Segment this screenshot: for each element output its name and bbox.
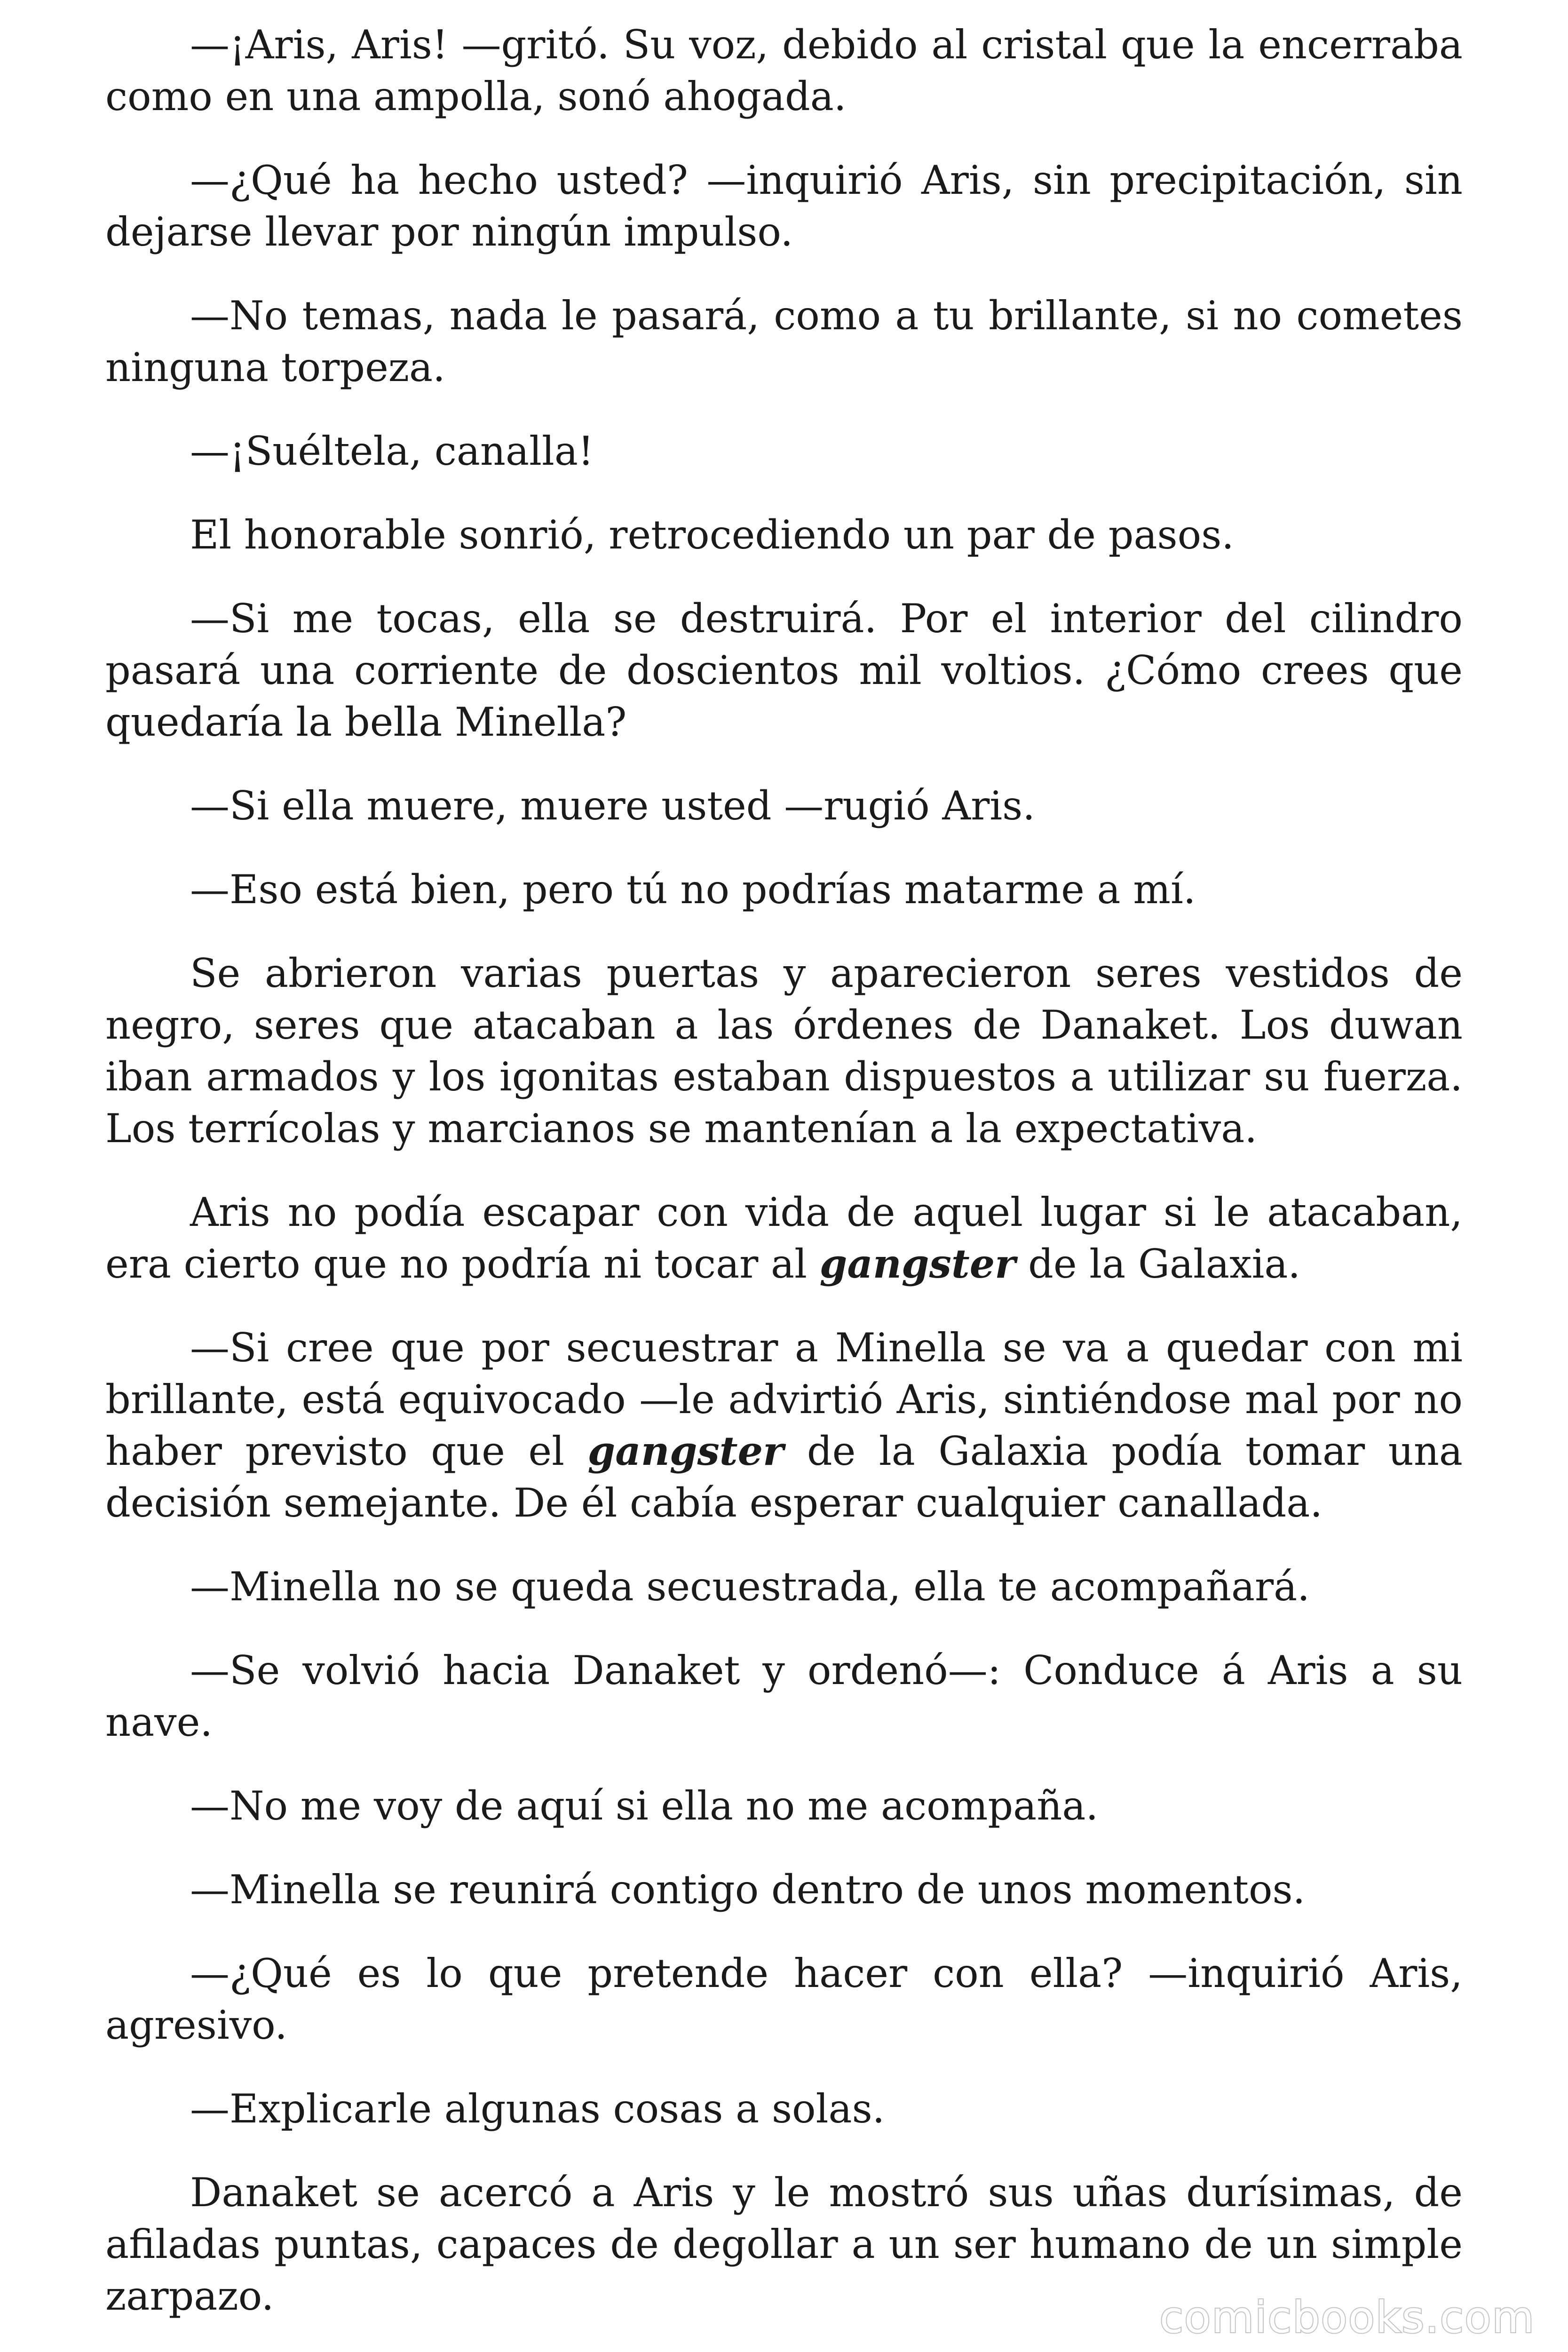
paragraph: —Si me tocas, ella se destruirá. Por el interior del cilindro pasará una corriente de doscientos mil voltios. ¿Cómo crees que quedaría la bella Minella? bbox=[105, 596, 1463, 745]
paragraph: —No temas, nada le pasará, como a tu brillante, si no cometes ninguna torpeza. bbox=[105, 293, 1463, 390]
document-body bbox=[105, 19, 1463, 2352]
emphasis-term: gangster bbox=[587, 1428, 784, 1474]
watermark: comicbooks.com bbox=[1159, 2292, 1535, 2343]
paragraph: —¿Qué ha hecho usted? —inquirió Aris, sin precipitación, sin dejarse llevar por ningún impulso. bbox=[105, 157, 1463, 255]
paragraph: —Minella se reunirá contigo dentro de unos momentos. bbox=[190, 1867, 1306, 1913]
paragraph: —Si ella muere, muere usted —rugió Aris. bbox=[190, 783, 1035, 829]
paragraph: Danaket se acercó a Aris y le mostró sus uñas durísimas, de afiladas puntas, capaces de degollar a un ser humano de un simple zarpazo. bbox=[105, 2169, 1463, 2319]
paragraph: —Minella no se queda secuestrada, ella te acompañará. bbox=[190, 1564, 1310, 1610]
paragraph: El honorable sonrió, retrocediendo un par de pasos. bbox=[190, 512, 1235, 558]
paragraph: Se abrieron varias puertas y aparecieron seres vestidos de negro, seres que atacaban a las órdenes de Danaket. Los duwan iban armados y los igonitas estaban dispuestos a utilizar su fuerza. Los terrícolas y marcianos se mantenían a la expectativa. bbox=[105, 950, 1463, 1152]
paragraph: —Explicarle algunas cosas a solas. bbox=[190, 2086, 885, 2132]
paragraph: Aris no podía escapar con vida de aquel lugar si le atacaban, era cierto que no podría ni tocar al gangster de la Galaxia. bbox=[105, 1189, 1463, 1287]
paragraph: —Se volvió hacia Danaket y ordenó—: Conduce á Aris a su nave. bbox=[105, 1647, 1463, 1745]
emphasis-term: gangster bbox=[819, 1240, 1016, 1287]
paragraph: —¡Suéltela, canalla! bbox=[190, 428, 594, 474]
paragraph: —Si cree que por secuestrar a Minella se va a quedar con mi brillante, está equivocado —le advirtió Aris, sintiéndose mal por no haber previsto que el gangster de la Galaxia podía tomar una decisión semejante. De él cabía esperar cualquier canallada. bbox=[105, 1325, 1463, 1526]
paragraph: —Eso está bien, pero tú no podrías matarme a mí. bbox=[190, 866, 1196, 913]
paragraph: —¡Aris, Aris! —gritó. Su voz, debido al cristal que la encerraba como en una ampolla, sonó ahogada. bbox=[105, 22, 1463, 119]
paragraph: —No me voy de aquí si ella no me acompaña. bbox=[190, 1783, 1099, 1829]
paragraph: —¿Qué es lo que pretende hacer con ella? —inquirió Aris, agresivo. bbox=[105, 1950, 1463, 2048]
